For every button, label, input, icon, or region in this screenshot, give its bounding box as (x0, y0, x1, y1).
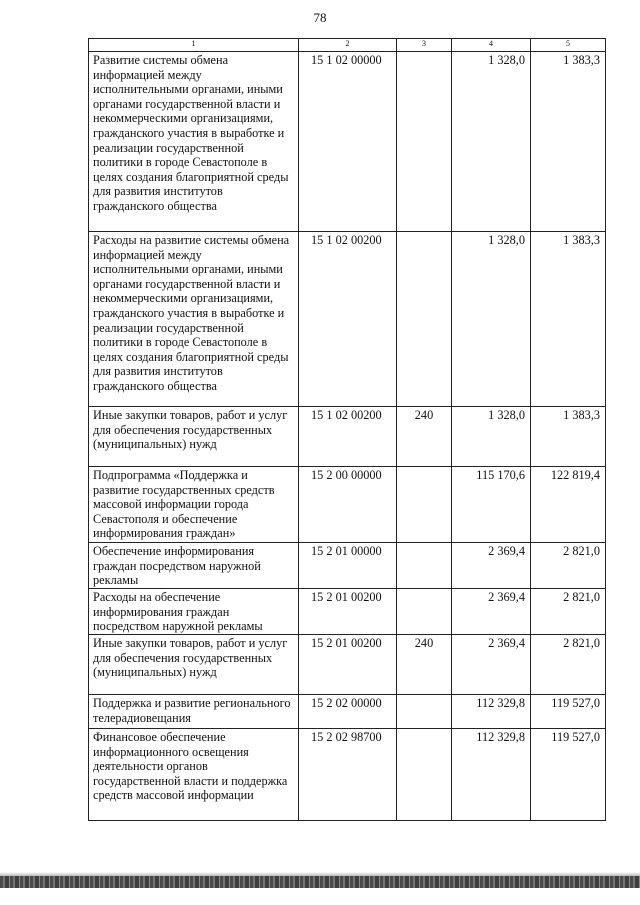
row-expense-type (397, 232, 452, 407)
row-code: 15 2 01 00000 (299, 543, 397, 589)
row-name: Расходы на обеспечение информирования граждан посредством наружной рекламы (89, 589, 299, 635)
row-value-col5: 2 821,0 (531, 589, 606, 635)
page-number: 78 (313, 10, 327, 25)
row-name: Иные закупки товаров, работ и услуг для обеспечения государственных (муниципальных) нужд (89, 407, 299, 467)
table-row (89, 635, 606, 695)
table-row (89, 232, 606, 407)
row-code: 15 2 01 00200 (299, 635, 397, 695)
row-code: 15 1 02 00200 (299, 407, 397, 467)
row-code: 15 1 02 00200 (299, 232, 397, 407)
row-name: Развитие системы обмена информацией между исполнительными органами, иными органами государственной власти и некоммерческими организациями, гражданского участия в выработке и реализации государственной политики в городе Севастополе в целях создания благоприятной среды для развития институтов гражданского общества (89, 52, 299, 232)
row-expense-type: 240 (397, 407, 452, 467)
row-code: 15 1 02 00000 (299, 52, 397, 232)
column-number: 3 (397, 39, 452, 52)
column-number: 2 (299, 39, 397, 52)
column-number: 5 (531, 39, 606, 52)
table-row (89, 467, 606, 543)
row-value-col4: 2 369,4 (452, 543, 531, 589)
row-value-col4: 112 329,8 (452, 695, 531, 729)
table-row (89, 407, 606, 467)
column-number: 1 (89, 39, 299, 52)
row-value-col4: 115 170,6 (452, 467, 531, 543)
row-code: 15 2 00 00000 (299, 467, 397, 543)
row-value-col4: 1 328,0 (452, 52, 531, 232)
column-number-row (89, 39, 606, 52)
row-value-col4: 2 369,4 (452, 635, 531, 695)
row-expense-type (397, 543, 452, 589)
row-expense-type (397, 589, 452, 635)
row-code: 15 2 02 00000 (299, 695, 397, 729)
row-name: Подпрограмма «Поддержка и развитие государственных средств массовой информации города Севастополя и обеспечение информирования граждан» (89, 467, 299, 543)
row-value-col5: 119 527,0 (531, 695, 606, 729)
row-name: Обеспечение информирования граждан посредством наружной рекламы (89, 543, 299, 589)
row-name: Расходы на развитие системы обмена информацией между исполнительными органами, иными органами государственной власти и некоммерческими организациями, гражданского участия в выработке и реализации государственной политики в городе Севастополе в целях создания благоприятной среды для развития институтов гражданского общества (89, 232, 299, 407)
row-name: Поддержка и развитие регионального телерадиовещания (89, 695, 299, 729)
table-row (89, 543, 606, 589)
row-value-col5: 1 383,3 (531, 232, 606, 407)
row-code: 15 2 01 00200 (299, 589, 397, 635)
row-value-col5: 1 383,3 (531, 52, 606, 232)
table-row (89, 52, 606, 232)
row-code: 15 2 02 98700 (299, 729, 397, 821)
row-value-col5: 1 383,3 (531, 407, 606, 467)
row-value-col5: 2 821,0 (531, 543, 606, 589)
table-row (89, 589, 606, 635)
row-value-col5: 119 527,0 (531, 729, 606, 821)
row-value-col5: 122 819,4 (531, 467, 606, 543)
row-name: Иные закупки товаров, работ и услуг для обеспечения государственных (муниципальных) нужд (89, 635, 299, 695)
table-row (89, 729, 606, 821)
column-number: 4 (452, 39, 531, 52)
row-value-col4: 2 369,4 (452, 589, 531, 635)
row-expense-type (397, 729, 452, 821)
row-value-col5: 2 821,0 (531, 635, 606, 695)
row-expense-type (397, 467, 452, 543)
row-value-col4: 1 328,0 (452, 407, 531, 467)
row-expense-type: 240 (397, 635, 452, 695)
row-expense-type (397, 52, 452, 232)
row-name: Финансовое обеспечение информационного освещения деятельности органов государственной власти и поддержка средств массовой информации (89, 729, 299, 821)
table-row (89, 695, 606, 729)
row-value-col4: 112 329,8 (452, 729, 531, 821)
scan-edge-artifact (0, 876, 640, 888)
row-value-col4: 1 328,0 (452, 232, 531, 407)
row-expense-type (397, 695, 452, 729)
budget-table (88, 38, 606, 821)
